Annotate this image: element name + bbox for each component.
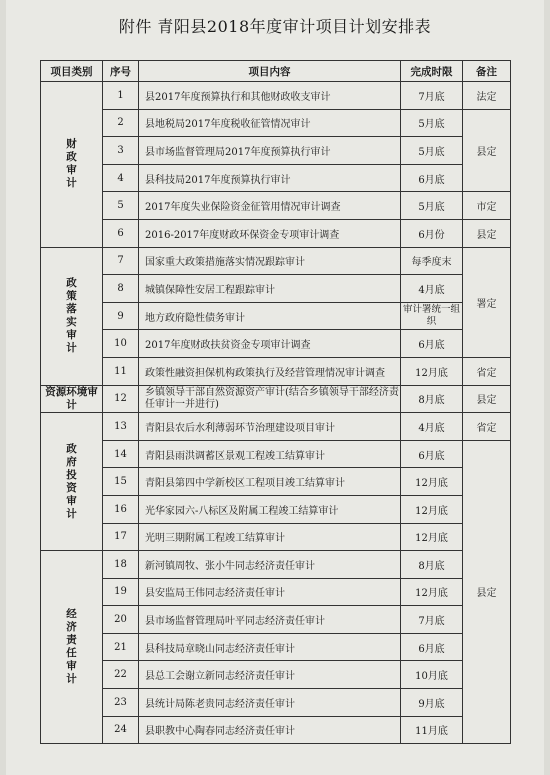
row-content: 县地税局2017年度税收征管情况审计 (139, 109, 401, 137)
row-content: 光明三期附属工程竣工结算审计 (139, 523, 401, 551)
row-number: 1 (103, 82, 139, 110)
row-deadline: 审计署统一组织 (401, 302, 463, 330)
row-deadline: 5月底 (401, 137, 463, 165)
row-deadline: 6月底 (401, 633, 463, 661)
row-number: 3 (103, 137, 139, 165)
row-deadline: 10月底 (401, 661, 463, 689)
table-row (41, 109, 511, 137)
row-number: 4 (103, 164, 139, 192)
table-header-row (41, 61, 511, 82)
row-deadline: 5月底 (401, 109, 463, 137)
row-deadline: 12月底 (401, 468, 463, 496)
table-row (41, 689, 511, 717)
row-number: 7 (103, 247, 139, 275)
category-invest: 政府投资审计 (41, 413, 103, 551)
row-content: 县职教中心陶春同志经济责任审计 (139, 716, 401, 744)
table-row (41, 192, 511, 220)
table-row (41, 357, 511, 385)
table-row (41, 523, 511, 551)
row-deadline: 6月份 (401, 219, 463, 247)
row-number: 6 (103, 219, 139, 247)
category-finance: 财政审计 (41, 82, 103, 248)
row-deadline: 12月底 (401, 523, 463, 551)
row-content: 光华家园六-八标区及附属工程竣工结算审计 (139, 495, 401, 523)
table-row (41, 302, 511, 330)
row-deadline: 6月底 (401, 330, 463, 358)
row-number: 24 (103, 716, 139, 744)
row-number: 20 (103, 606, 139, 634)
row-content: 2017年度失业保险资金征管用情况审计调查 (139, 192, 401, 220)
row-deadline: 7月底 (401, 606, 463, 634)
row-number: 19 (103, 578, 139, 606)
table-row (41, 578, 511, 606)
row-deadline: 8月底 (401, 551, 463, 579)
row-deadline: 12月底 (401, 495, 463, 523)
row-content: 青阳县雨洪调蓄区景观工程竣工结算审计 (139, 440, 401, 468)
row-deadline: 6月底 (401, 164, 463, 192)
row-number: 15 (103, 468, 139, 496)
header-content: 项目内容 (139, 61, 401, 82)
row-content: 县科技局2017年度预算执行审计 (139, 164, 401, 192)
category-policy: 政策落实审计 (41, 247, 103, 385)
table-row (41, 275, 511, 303)
row-number: 11 (103, 357, 139, 385)
header-category: 项目类别 (41, 61, 103, 82)
table-row (41, 137, 511, 165)
table-row (41, 495, 511, 523)
row-content: 乡镇领导干部自然资源资产审计(结合乡镇领导干部经济责任审计一并进行) (139, 385, 401, 413)
row-content: 县科技局章晓山同志经济责任审计 (139, 633, 401, 661)
category-econ: 经济责任审计 (41, 551, 103, 744)
row-deadline: 12月底 (401, 357, 463, 385)
table-row (41, 551, 511, 579)
row-content: 县市场监督管理局2017年度预算执行审计 (139, 137, 401, 165)
row-content: 青阳县第四中学新校区工程项目竣工结算审计 (139, 468, 401, 496)
table-row (41, 633, 511, 661)
row-deadline: 5月底 (401, 192, 463, 220)
row-number: 2 (103, 109, 139, 137)
table-row (41, 219, 511, 247)
table-row (41, 468, 511, 496)
row-content: 国家重大政策措施落实情况跟踪审计 (139, 247, 401, 275)
row-number: 21 (103, 633, 139, 661)
audit-plan-table (40, 60, 511, 744)
row-number: 12 (103, 385, 139, 413)
row-content: 县安监局王伟同志经济责任审计 (139, 578, 401, 606)
row-number: 23 (103, 689, 139, 717)
row-number: 9 (103, 302, 139, 330)
table-row (41, 385, 511, 413)
row-note: 县定 (463, 219, 511, 247)
row-note: 省定 (463, 413, 511, 441)
row-deadline: 6月底 (401, 440, 463, 468)
row-content: 地方政府隐性债务审计 (139, 302, 401, 330)
table-row (41, 247, 511, 275)
row-deadline: 4月底 (401, 413, 463, 441)
row-number: 17 (103, 523, 139, 551)
row-content: 县2017年度预算执行和其他财政收支审计 (139, 82, 401, 110)
table-row (41, 661, 511, 689)
document-title: 附件 青阳县2018年度审计项目计划安排表 (118, 17, 432, 36)
row-deadline: 7月底 (401, 82, 463, 110)
table-row (41, 330, 511, 358)
row-number: 10 (103, 330, 139, 358)
row-number: 18 (103, 551, 139, 579)
row-deadline: 9月底 (401, 689, 463, 717)
table-row (41, 716, 511, 744)
row-number: 22 (103, 661, 139, 689)
table-row (41, 164, 511, 192)
header-deadline: 完成时限 (401, 61, 463, 82)
row-deadline: 11月底 (401, 716, 463, 744)
header-note: 备注 (463, 61, 511, 82)
row-content: 2017年度财政扶贫资金专项审计调查 (139, 330, 401, 358)
row-content: 青阳县农后水利薄弱环节治理建设项目审计 (139, 413, 401, 441)
table-row (41, 440, 511, 468)
row-number: 14 (103, 440, 139, 468)
row-deadline: 每季度末 (401, 247, 463, 275)
row-content: 县市场监督管理局叶平同志经济责任审计 (139, 606, 401, 634)
row-number: 5 (103, 192, 139, 220)
row-deadline: 8月底 (401, 385, 463, 413)
row-note: 法定 (463, 82, 511, 110)
row-number: 13 (103, 413, 139, 441)
row-note: 县定 (463, 109, 511, 192)
row-content: 县统计局陈老贵同志经济责任审计 (139, 689, 401, 717)
row-deadline: 12月底 (401, 578, 463, 606)
row-deadline: 4月底 (401, 275, 463, 303)
table-row (41, 82, 511, 110)
header-number: 序号 (103, 61, 139, 82)
table-row (41, 413, 511, 441)
row-content: 新河镇周牧、张小牛同志经济责任审计 (139, 551, 401, 579)
row-number: 8 (103, 275, 139, 303)
row-note: 县定 (463, 385, 511, 413)
table-row (41, 606, 511, 634)
row-note: 署定 (463, 247, 511, 357)
row-content: 城镇保障性安居工程跟踪审计 (139, 275, 401, 303)
row-note: 市定 (463, 192, 511, 220)
row-content: 2016-2017年度财政环保资金专项审计调查 (139, 219, 401, 247)
row-note: 省定 (463, 357, 511, 385)
category-env: 资源环境审计 (41, 385, 103, 413)
row-content: 县总工会谢立新同志经济责任审计 (139, 661, 401, 689)
row-content: 政策性融资担保机构政策执行及经营管理情况审计调查 (139, 357, 401, 385)
row-number: 16 (103, 495, 139, 523)
row-note: 县定 (463, 440, 511, 744)
